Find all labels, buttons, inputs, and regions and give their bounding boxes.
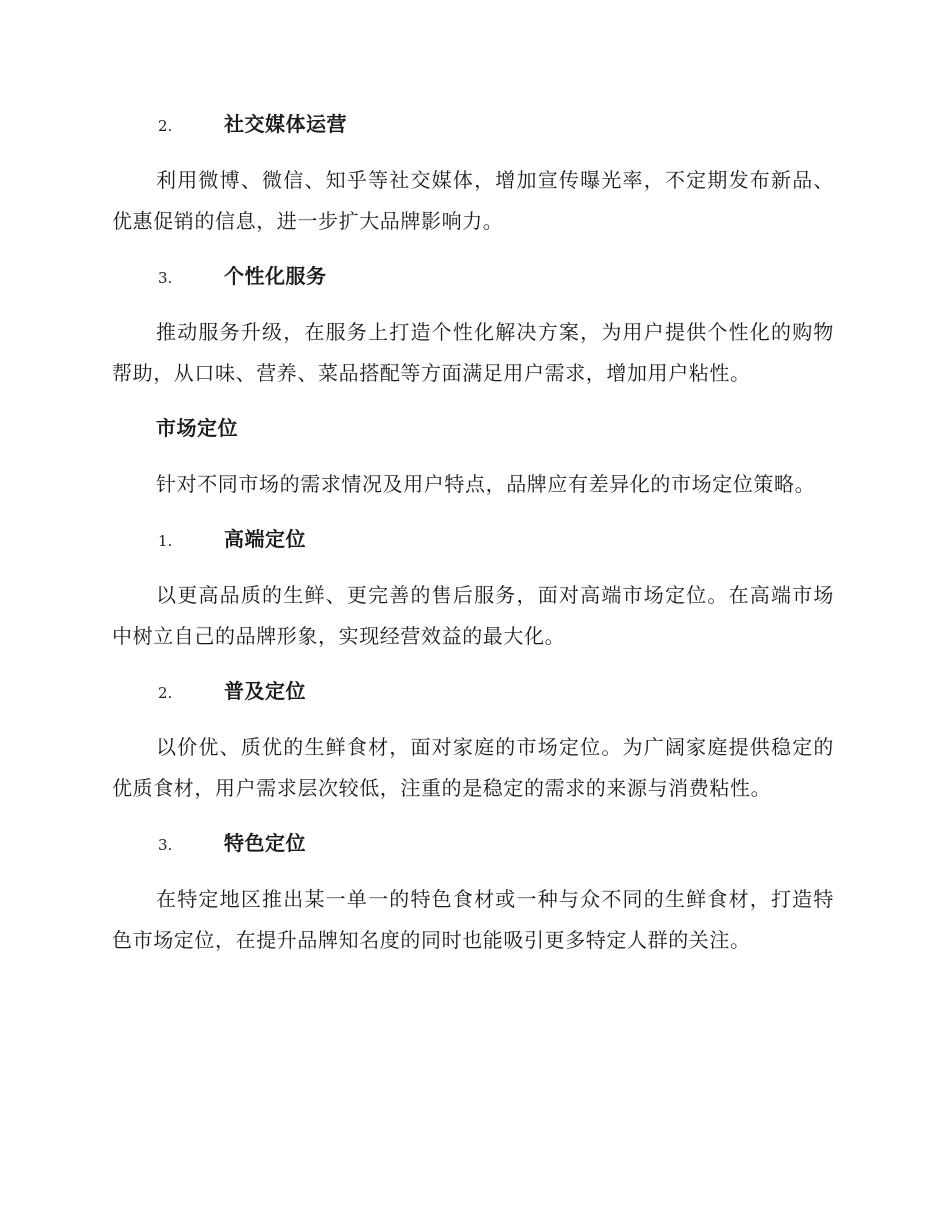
- paragraph: 推动服务升级，在服务上打造个性化解决方案，为用户提供个性化的购物帮助，从口味、营养、菜品搭配等方面满足用户需求，增加用户粘性。: [112, 320, 834, 385]
- list-number: 2.: [158, 117, 173, 135]
- list-number: 3.: [158, 269, 173, 287]
- heading-personalized-service: [112, 260, 834, 298]
- heading-text: 高端定位: [224, 527, 306, 551]
- heading-text: 社交媒体运营: [224, 112, 347, 136]
- list-number: 1.: [158, 532, 173, 550]
- list-number: 3.: [158, 836, 173, 854]
- heading-text: 个性化服务: [224, 264, 327, 288]
- paragraph: 在特定地区推出某一单一的特色食材或一种与众不同的生鲜食材，打造特色市场定位，在提升品牌知名度的同时也能吸引更多特定人群的关注。: [112, 887, 834, 952]
- heading-specialty: [112, 827, 834, 865]
- paragraph: 以价优、质优的生鲜食材，面对家庭的市场定位。为广阔家庭提供稳定的优质食材，用户需求层次较低，注重的是稳定的需求的来源与消费粘性。: [112, 735, 834, 800]
- paragraph: 针对不同市场的需求情况及用户特点，品牌应有差异化的市场定位策略。: [156, 472, 816, 496]
- paragraph: 利用微博、微信、知乎等社交媒体，增加宣传曝光率，不定期发布新品、优惠促销的信息，进一步扩大品牌影响力。: [112, 168, 834, 233]
- list-number: 2.: [158, 684, 173, 702]
- section-title-market-positioning: 市场定位: [156, 416, 238, 440]
- paragraph: 以更高品质的生鲜、更完善的售后服务，面对高端市场定位。在高端市场中树立自己的品牌形象，实现经营效益的最大化。: [112, 583, 834, 648]
- heading-text: 特色定位: [224, 831, 306, 855]
- heading-text: 普及定位: [224, 679, 306, 703]
- document-content: [112, 108, 834, 979]
- heading-social-media: [112, 108, 834, 146]
- heading-mass-market: [112, 675, 834, 713]
- heading-high-end: [112, 523, 834, 561]
